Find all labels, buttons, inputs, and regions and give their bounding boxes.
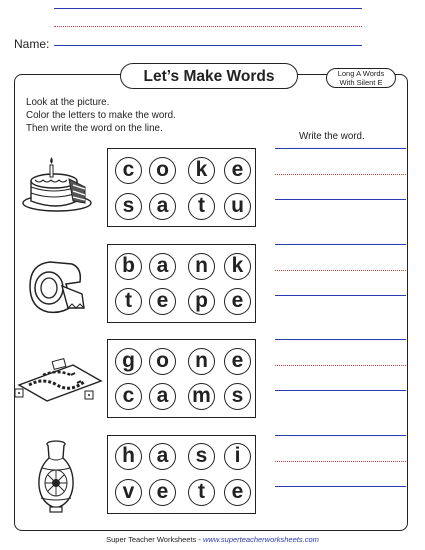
- letter-circle[interactable]: e: [224, 288, 251, 315]
- write-line-4b[interactable]: [275, 486, 406, 487]
- letter-circle[interactable]: t: [188, 479, 215, 506]
- letter-circle[interactable]: a: [149, 383, 176, 410]
- letter-circle[interactable]: t: [115, 288, 142, 315]
- badge-line-2: With Silent E: [339, 77, 383, 87]
- letter-circle[interactable]: v: [115, 479, 142, 506]
- letter-circle[interactable]: p: [188, 288, 215, 315]
- letter-circle[interactable]: a: [149, 193, 176, 220]
- footer-brand: Super Teacher Worksheets -: [106, 535, 203, 544]
- letter-circle[interactable]: s: [224, 383, 251, 410]
- letter-circle[interactable]: a: [149, 253, 176, 280]
- letter-circle[interactable]: k: [224, 253, 251, 280]
- letter-circle[interactable]: n: [188, 348, 215, 375]
- letter-circle[interactable]: t: [188, 193, 215, 220]
- letter-circle[interactable]: e: [224, 479, 251, 506]
- write-line-2a[interactable]: [275, 244, 406, 245]
- write-line-4a[interactable]: [275, 435, 406, 436]
- write-guide-2: [275, 270, 406, 271]
- footer: [0, 535, 425, 544]
- letter-circle[interactable]: i: [224, 443, 251, 470]
- game-board-icon: [13, 355, 105, 403]
- letter-circle[interactable]: b: [115, 253, 142, 280]
- letter-circle[interactable]: o: [149, 348, 176, 375]
- write-line-3a[interactable]: [275, 339, 406, 340]
- worksheet-title: Let’s Make Words: [120, 63, 298, 89]
- letter-circle[interactable]: s: [115, 193, 142, 220]
- letter-circle[interactable]: n: [188, 253, 215, 280]
- write-guide-3: [275, 365, 406, 366]
- write-line-2b[interactable]: [275, 295, 406, 296]
- letter-circle[interactable]: c: [115, 157, 142, 184]
- letter-circle[interactable]: m: [188, 383, 215, 410]
- letter-circle[interactable]: e: [224, 348, 251, 375]
- write-line-3b[interactable]: [275, 390, 406, 391]
- top-blue-line-1: [54, 8, 362, 9]
- letter-circle[interactable]: e: [149, 288, 176, 315]
- letter-circle[interactable]: h: [115, 443, 142, 470]
- letter-circle[interactable]: e: [149, 479, 176, 506]
- letter-circle[interactable]: o: [149, 157, 176, 184]
- topic-badge: [326, 68, 396, 88]
- name-label: Name:: [14, 37, 50, 51]
- letter-circle[interactable]: e: [224, 157, 251, 184]
- instruction-3: Then write the word on the line.: [26, 123, 163, 134]
- top-red-dash-line: [54, 26, 362, 27]
- letter-circle[interactable]: s: [188, 443, 215, 470]
- write-guide-4: [275, 461, 406, 462]
- write-guide-1: [275, 174, 406, 175]
- letter-circle[interactable]: k: [188, 157, 215, 184]
- footer-link[interactable]: www.superteacherworksheets.com: [202, 535, 319, 544]
- badge-line-1: Long A Words: [337, 69, 385, 78]
- vase-icon: [36, 438, 76, 514]
- letter-circle[interactable]: c: [115, 383, 142, 410]
- letter-circle[interactable]: a: [149, 443, 176, 470]
- cake-icon: [17, 153, 97, 215]
- instruction-2: Color the letters to make the word.: [26, 110, 176, 121]
- write-the-word-label: Write the word.: [299, 131, 365, 142]
- tape-icon: [22, 256, 88, 316]
- write-line-1a[interactable]: [275, 148, 406, 149]
- write-line-1b[interactable]: [275, 199, 406, 200]
- letter-circle[interactable]: g: [115, 348, 142, 375]
- letter-circle[interactable]: u: [224, 193, 251, 220]
- instruction-1: Look at the picture.: [26, 97, 110, 108]
- name-line[interactable]: [54, 45, 362, 46]
